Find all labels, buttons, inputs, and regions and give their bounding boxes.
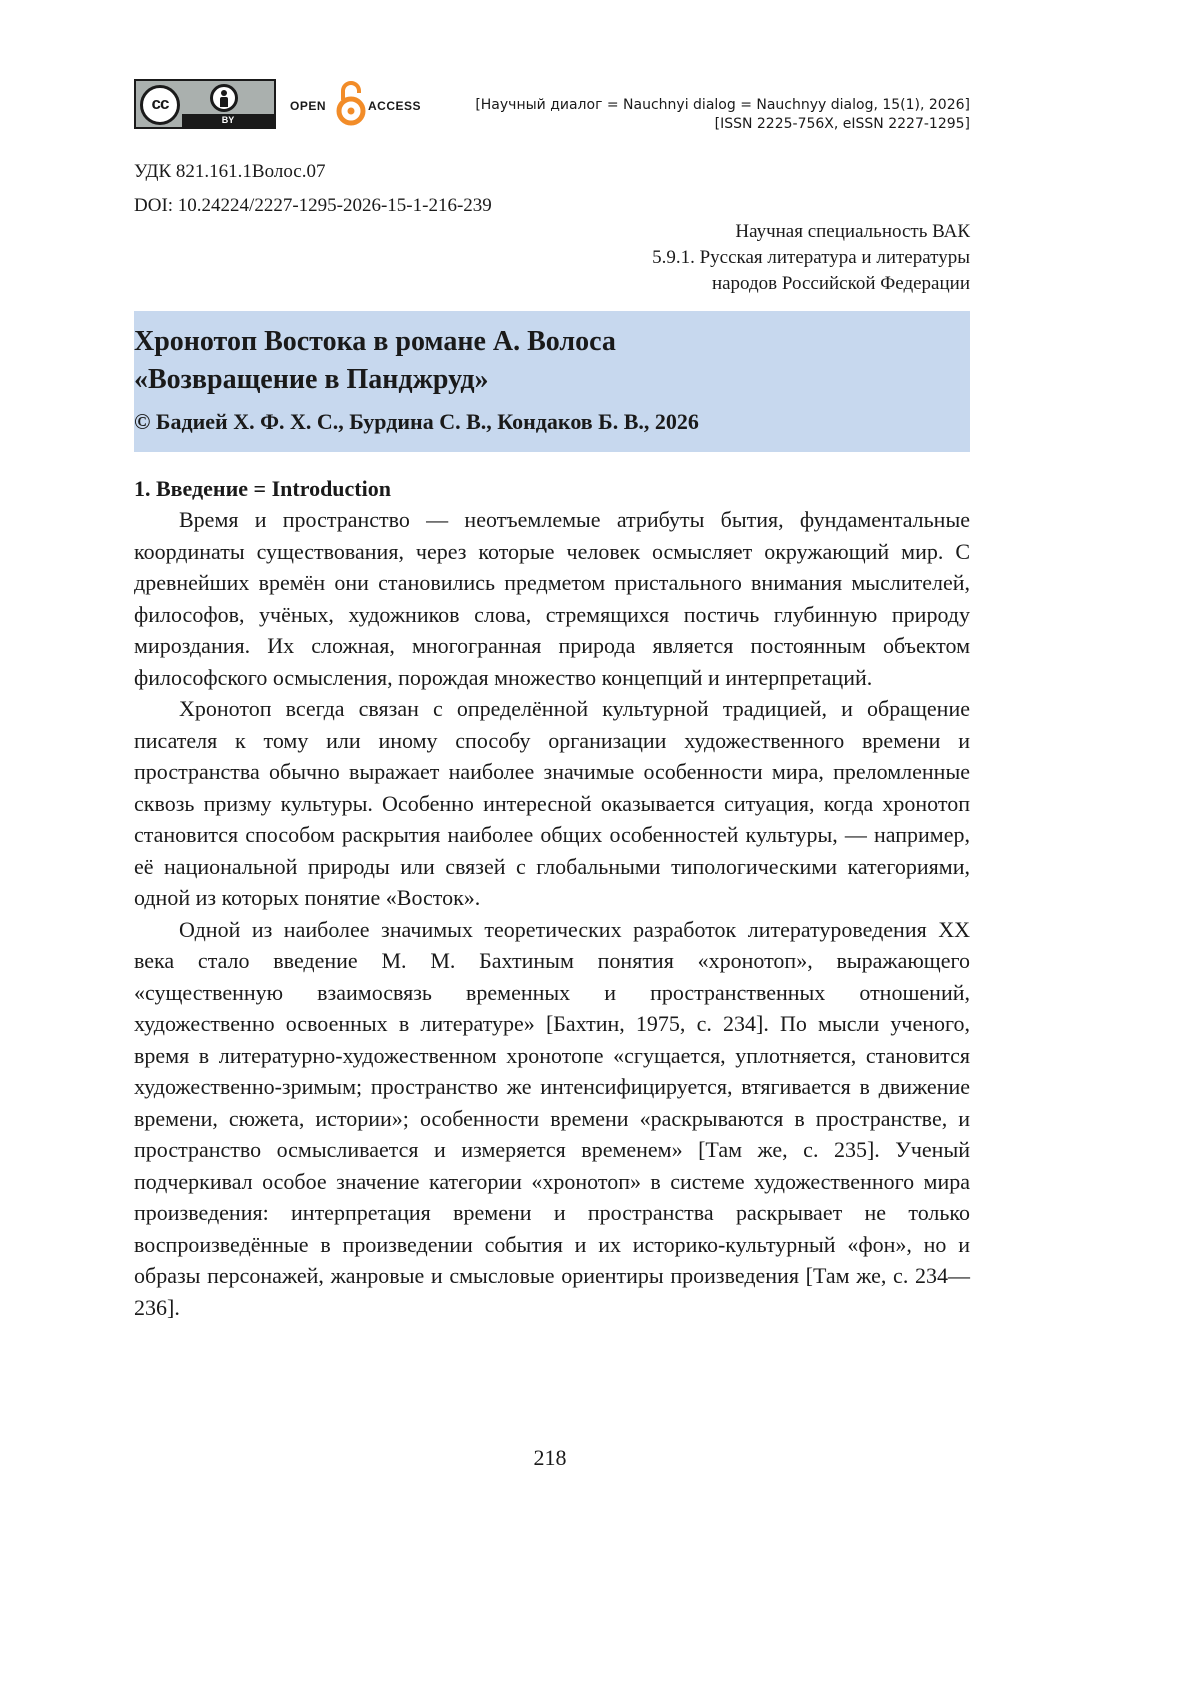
open-access-logo [290, 80, 420, 126]
by-text: BY [221, 115, 235, 125]
article-title-line-2: «Возвращение в Панджруд» [134, 364, 489, 395]
vak-specialty [652, 219, 970, 297]
specialty-line-2: 5.9.1. Русская литература и литературы [652, 247, 970, 268]
doi-line: DOI: 10.24224/2227-1295-2026-15-1-216-239 [134, 195, 492, 216]
open-lock-icon [334, 80, 368, 126]
article-authors: © Бадией Х. Ф. Х. С., Бурдина С. В., Кондаков Б. В., 2026 [134, 409, 699, 434]
open-access-right-text: ACCESS [368, 99, 422, 113]
article-body [134, 474, 970, 1323]
attribution-person-icon [210, 84, 238, 112]
journal-citation: [Научный диалог = Nauchnyi dialog = Nauchnyy dialog, 15(1), 2026] [475, 97, 970, 113]
article-title-box [134, 311, 970, 452]
article-title [134, 323, 616, 399]
cc-by-license-badge [134, 79, 276, 129]
specialty-line-1: Научная специальность ВАК [735, 221, 970, 242]
paragraph-1: Время и пространство — неотъемлемые атрибуты бытия, фундаментальные координаты существования, через которые человек осмысляет окружающий мир. С древнейших времён они становились предметом пристального внимания мыслителей, философов, учёных, художников слова, стремящихся постичь глубинную природу мироздания. Их сложная, многогранная природа является постоянным объектом философского осмысления, порождая множество концепций и интерпретаций. [134, 507, 970, 690]
specialty-line-3: народов Российской Федерации [711, 273, 970, 294]
page-number: 218 [533, 1445, 567, 1470]
journal-issn: [ISSN 2225-756X, eISSN 2227-1295] [714, 116, 970, 132]
article-title-line-1: Хронотоп Востока в романе А. Волоса [134, 326, 616, 357]
paragraph-3: Одной из наиболее значимых теоретических разработок литературоведения XX века стало введение М. М. Бахтиным понятия «хронотоп», выражающего «существенную взаимосвязь временных и пространственных отношений, художественно освоенных в литературе» [Бахтин, 1975, с. 234]. По мысли ученого, время в литературно-художественном хронотопе «сгущается, уплотняется, становится художественно-зримым; пространство же интенсифицируется, втягивается в движение времени, сюжета, истории»; особенности времени «раскрываются в пространстве, и пространство осмысливается и измеряется временем» [Там же, с. 235]. Ученый подчеркивал особое значение категории «хронотоп» в системе художественного мира произведения: интерпретация времени и пространства раскрывает не только воспроизведённые в произведении события и их историко-культурный «фон», но и образы персонажей, жанровые и смысловые ориентиры произведения [Там же, с. 234—236]. [134, 916, 970, 1320]
cc-text: cc [151, 94, 169, 113]
by-strip [182, 114, 274, 127]
journal-info [475, 96, 970, 134]
udk-code: УДК 821.161.1Волос.07 [134, 161, 326, 182]
open-access-left-text: OPEN [290, 99, 327, 113]
paragraph-2: Хронотоп всегда связан с определённой культурной традицией, и обращение писателя к тому или иному способу организации художественного времени и пространства обычно выражает наиболее значимые особенности мира, преломленные сквозь призму культуры. Особенно интересной оказывается ситуация, когда хронотоп становится способом раскрытия наиболее общих особенностей культуры, — например, её национальной природы или связей с глобальными типологическими категориями, одной из которых понятие «Восток». [134, 696, 970, 910]
creative-commons-icon [140, 85, 180, 125]
section-heading: 1. Введение = Introduction [134, 476, 391, 501]
